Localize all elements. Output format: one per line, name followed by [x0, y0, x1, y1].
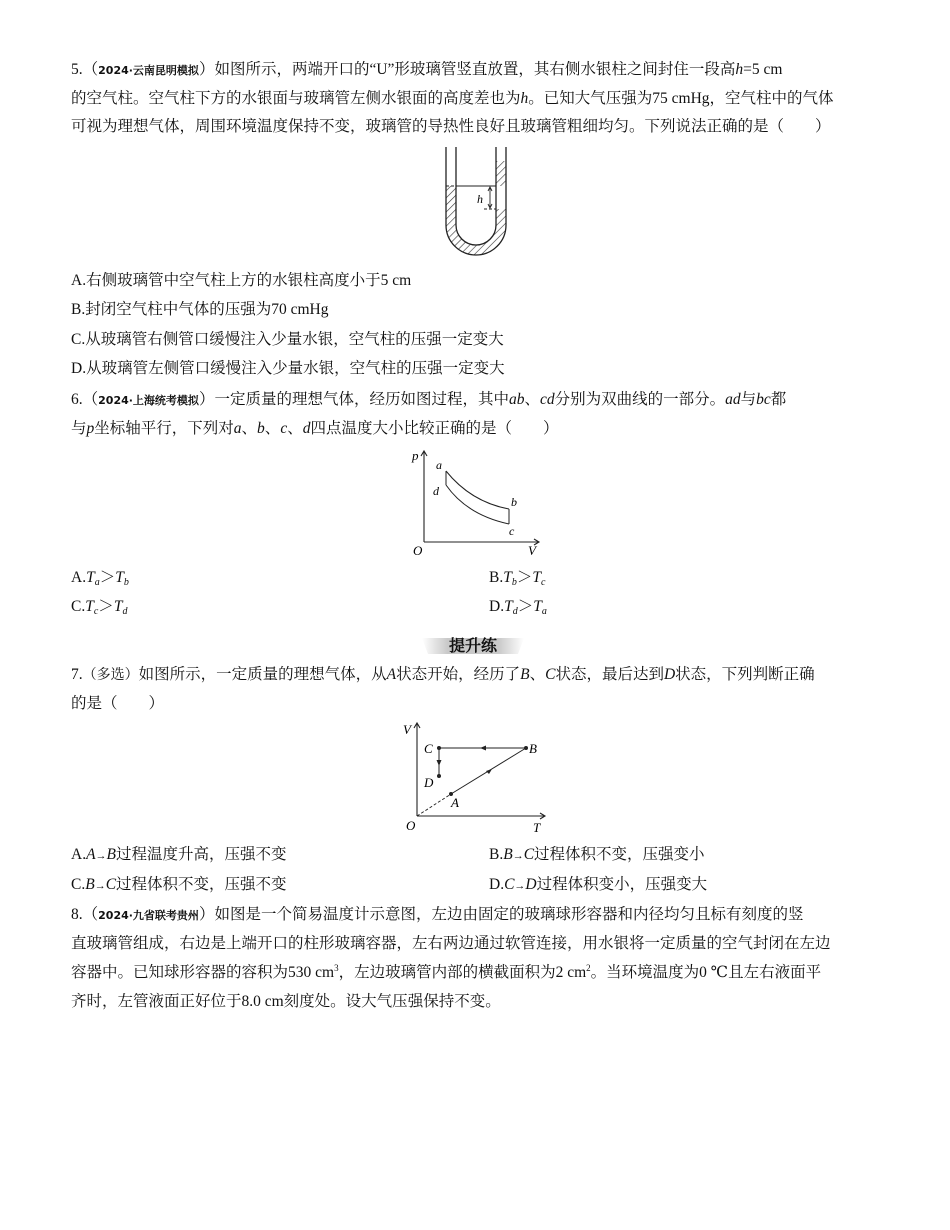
q6-option-d[interactable] [489, 597, 547, 617]
q7-tag: （多选） [82, 668, 139, 683]
subscript: d [122, 606, 128, 617]
line-origin-a [417, 794, 451, 816]
q7-var: A [386, 666, 397, 683]
q6-number: 6. [71, 391, 83, 408]
q5-h-var: h [735, 61, 744, 78]
comparison: ＞ [516, 569, 533, 586]
state-var: A [86, 846, 96, 863]
comparison: ＞ [99, 569, 116, 586]
option-letter: A. [71, 569, 87, 586]
subscript: d [512, 606, 518, 617]
q7-option-d[interactable] [489, 875, 707, 896]
subscript: c [540, 577, 546, 588]
t-var: T [113, 598, 123, 615]
q5-text: 。已知大气压强为75 cmHg，空气柱中的气体 [528, 90, 834, 107]
superscript: 3 [334, 963, 339, 973]
t-axis-label: T [533, 820, 541, 835]
q5-text: =5 cm [743, 61, 783, 78]
q7-var: B [520, 666, 530, 683]
curve-dc [446, 485, 509, 524]
point-d-label: D [424, 775, 434, 790]
q7-line-2: 的是（ ） [71, 695, 165, 712]
q8-line-4: 齐时，左管液面正好位于8.0 cm刻度处。设大气压强保持不变。 [71, 993, 501, 1010]
option-text: 过程体积变小，压强变大 [536, 876, 708, 893]
q8-source: 2024·九省联考贵州 [98, 909, 199, 922]
arrow-icon: → [94, 880, 106, 892]
q5-text: 如图所示，两端开口的“U”形玻璃管竖直放置，其右侧水银柱之间封住一段高 [214, 61, 736, 78]
v-axis-label: V [528, 543, 536, 558]
q7-text: 如图所示，一定质量的理想气体，从 [138, 666, 387, 683]
q6-line-1: 6.（2024·上海统考模拟）一定质量的理想气体，经历如图过程，其中ab、cd分别为双曲线的一部分。ad与bc都 [71, 391, 787, 408]
q6-var: bc [756, 391, 771, 408]
q6-source: 2024·上海统考模拟 [98, 394, 199, 407]
point-d [437, 774, 441, 778]
state-var: B [85, 876, 95, 893]
q7-option-a[interactable] [71, 845, 287, 866]
q6-var: c [280, 420, 288, 437]
q5-line-2 [71, 89, 834, 109]
section-title: 提升练 [448, 636, 497, 655]
q7-option-b[interactable] [489, 845, 705, 866]
arrow-cd-icon [437, 760, 442, 766]
q6-var: a [233, 420, 242, 437]
q6-text: 都 [770, 391, 787, 408]
q8-line-1: 8.（2024·九省联考贵州）如图是一个简易温度计示意图，左边由固定的玻璃球形容器和内径均匀且标有刻度的竖 [71, 906, 804, 923]
q6-text: 、 [264, 420, 281, 437]
q5-line-3: 可视为理想气体，周围环境温度保持不变，玻璃管的导热性良好且玻璃管粗细均匀。下列说法正确的是（ ） [71, 118, 831, 135]
option-letter: C. [71, 598, 86, 615]
subscript: a [541, 606, 547, 617]
arrow-icon: → [95, 850, 107, 862]
t-var: T [504, 598, 513, 615]
q7-var: D [663, 666, 676, 683]
p-axis-label: p [412, 448, 419, 463]
arrow-ab-icon [486, 769, 492, 774]
q5-option-c[interactable]: C.从玻璃管右侧管口缓慢注入少量水银，空气柱的压强一定变大 [71, 331, 504, 348]
q8-text: 容器中。已知球形容器的容积为530 cm [71, 964, 335, 981]
point-a-label: a [436, 458, 442, 472]
q8-text: 。当环境温度为0 ℃且左右液面平 [590, 964, 822, 981]
q7-option-c[interactable] [71, 875, 287, 896]
point-c [437, 746, 441, 750]
q7-text: 、 [529, 666, 546, 683]
q6-text: 与 [740, 391, 757, 408]
q6-text: 、 [241, 420, 258, 437]
q5-option-a[interactable]: A.右侧玻璃管中空气柱上方的水银柱高度小于5 cm [71, 272, 412, 289]
q5-line-1: 5.（2024·云南昆明模拟）如图所示，两端开口的“U”形玻璃管竖直放置，其右侧水银柱之间封住一段高h=5 cm [71, 61, 783, 78]
option-text: 过程体积不变，压强不变 [116, 876, 287, 893]
superscript: 2 [586, 963, 591, 973]
t-var: T [503, 569, 512, 586]
origin-label: O [406, 818, 416, 833]
state-var: C [523, 846, 535, 863]
state-var: C [105, 876, 117, 893]
q5-option-d[interactable]: D.从玻璃管左侧管口缓慢注入少量水银，空气柱的压强一定变大 [71, 360, 505, 377]
q7-line-1 [71, 665, 815, 686]
q6-line-2 [71, 419, 558, 439]
q7-text: 状态开始，经历了 [396, 666, 521, 683]
q6-text: 、 [524, 391, 540, 408]
q8-line-2: 直玻璃管组成，右边是上端开口的柱形玻璃容器，左右两边通过软管连接，用水银将一定质量的空气封闭在左边 [71, 935, 831, 952]
u-tube-figure [440, 147, 512, 260]
q8-text: ，左边玻璃管内部的横截面积为2 cm [338, 964, 587, 981]
q6-var: b [257, 420, 265, 437]
vt-figure [398, 718, 550, 838]
v-axis-label: V [403, 722, 411, 737]
state-var: B [106, 846, 117, 863]
q6-text: 坐标轴平行，下列对 [94, 420, 234, 437]
option-letter: A. [71, 846, 87, 863]
option-letter: D. [489, 598, 505, 615]
q7-text: 状态，最后达到 [555, 666, 664, 683]
q8-line-3 [71, 963, 821, 983]
point-b [524, 746, 528, 750]
subscript: a [94, 577, 100, 588]
q8-number: 8. [71, 906, 83, 923]
q7-text: 状态，下列判断正确 [675, 666, 815, 683]
q6-option-b[interactable] [489, 568, 545, 588]
option-letter: B. [489, 569, 504, 586]
q6-text: 分别为双曲线的一部分。 [554, 391, 726, 408]
point-c-label: c [509, 524, 515, 538]
q6-text: 四点温度大小比较正确的是（ ） [310, 420, 559, 437]
arrow-icon: → [514, 880, 526, 892]
state-var: D [525, 876, 537, 893]
t-var: T [532, 569, 541, 586]
option-letter: B. [489, 846, 504, 863]
point-d-label: d [433, 484, 439, 498]
h-label: h [477, 192, 483, 206]
t-var: T [115, 569, 124, 586]
t-var: T [85, 598, 94, 615]
point-a-label: A [451, 795, 459, 810]
subscript: b [123, 577, 129, 588]
q5-option-b[interactable]: B.封闭空气柱中气体的压强为70 cmHg [71, 301, 329, 318]
state-var: B [503, 846, 513, 863]
q6-var: ad [725, 391, 741, 408]
q6-text: 一定质量的理想气体，经历如图过程，其中 [214, 391, 509, 408]
q5-number: 5. [71, 61, 83, 78]
state-var: C [504, 876, 515, 893]
q7-number: 7. [71, 666, 83, 683]
arrow-icon: → [512, 850, 524, 862]
t-var: T [533, 598, 542, 615]
q5-h-var: h [520, 90, 529, 107]
q5-source: 2024·云南昆明模拟 [98, 64, 199, 77]
t-var: T [86, 569, 95, 586]
q6-text: 与 [71, 420, 87, 437]
q6-var: p [86, 420, 95, 437]
pv-figure [405, 447, 545, 559]
subscript: c [93, 606, 99, 617]
q6-var: ab [508, 391, 525, 408]
q7-var: C [545, 666, 556, 683]
q6-var: cd [539, 391, 555, 408]
q8-text: 如图是一个简易温度计示意图，左边由固定的玻璃球形容器和内径均匀且标有刻度的竖 [214, 906, 804, 923]
option-text: 过程体积不变，压强变小 [534, 846, 705, 863]
curve-ab [446, 471, 509, 509]
option-text: 过程温度升高，压强不变 [116, 846, 287, 863]
q6-text: 、 [287, 420, 303, 437]
mercury-upper [496, 161, 506, 186]
subscript: b [511, 577, 517, 588]
arrow-bc-icon [480, 746, 486, 751]
q6-option-a[interactable] [71, 568, 129, 588]
option-letter: D. [489, 876, 505, 893]
comparison: ＞ [517, 598, 534, 615]
section-banner [418, 633, 528, 659]
option-letter: C. [71, 876, 86, 893]
point-b-label: b [511, 495, 517, 509]
comparison: ＞ [98, 598, 114, 615]
q6-option-c[interactable] [71, 597, 127, 617]
point-b-label: B [529, 741, 537, 756]
origin-label: O [413, 543, 423, 558]
q6-var: d [302, 420, 311, 437]
point-c-label: C [424, 741, 433, 756]
q5-text: 的空气柱。空气柱下方的水银面与玻璃管左侧水银面的高度差也为 [71, 90, 521, 107]
